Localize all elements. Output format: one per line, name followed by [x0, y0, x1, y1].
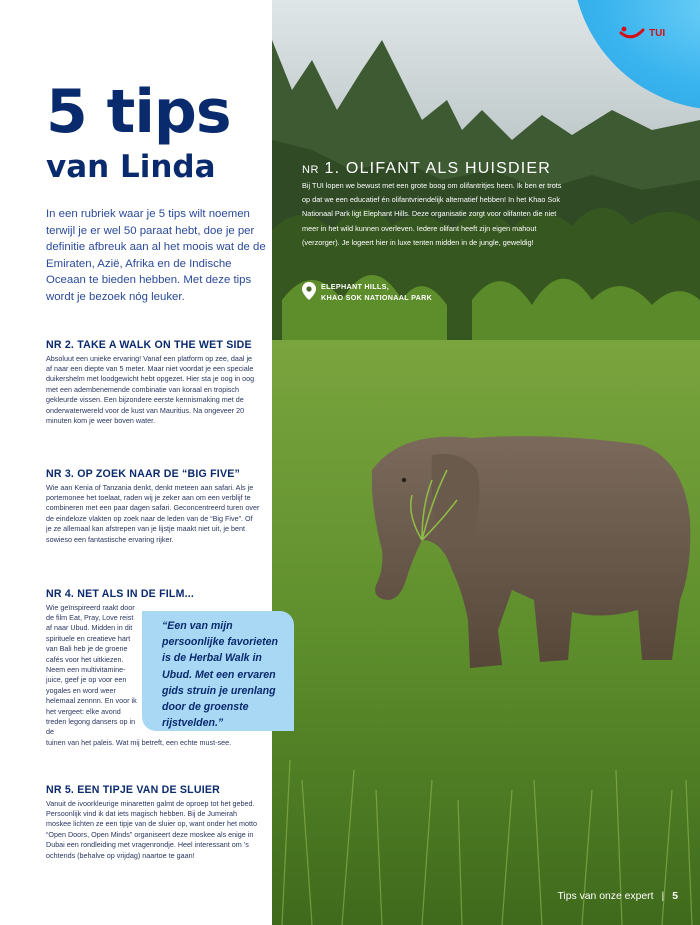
tip-4-body: Wie geïnspireerd raakt door de film Eat, Pray, Love reist af naar Ubud. Midden in dit spirituele en creatieve hart van Bali heb je de groene cafés voor het uitkiezen. Neem een multivitamine-juice, geef je op voor een yogales en word weer helemaal zennnn. En voor ik het vergeet: elke avond treden legong dansers op in de: [46, 602, 137, 737]
tip-1-nr: NR: [302, 164, 319, 176]
tui-brand-name: TUI: [649, 27, 666, 39]
location-line-1: ELEPHANT HILLS,: [321, 282, 389, 291]
location-line-2: KHAO SOK NATIONAAL PARK: [321, 292, 433, 302]
tip-5-heading: NR 5. EEN TIPJE VAN DE SLUIER: [46, 784, 220, 796]
footer-separator: |: [661, 891, 665, 902]
tip-2-heading: NR 2. TAKE A WALK ON THE WET SIDE: [46, 339, 252, 351]
map-pin-icon: [302, 282, 316, 300]
tip-4-heading: NR 4. NET ALS IN DE FILM...: [46, 588, 195, 600]
jungle-scene-illustration: [272, 0, 700, 925]
tip-1-body: Bij TUI lopen we bewust met een grote boog om olifantritjes heen. Ik ben er trots op dat we een educatief én olifantvriendelijk alternatief hebben! In het Khao Sok Nationaal Park ligt Elephant Hills. Deze organisatie zorgt voor olifanten die niet meer in het wild kunnen overleven. Iedere olifant heeft zijn eigen mahout (verzorger). Je logeert hier in luxe tenten midden in de jungle, geweldig!: [302, 181, 562, 247]
tip-3: [46, 469, 260, 545]
footer-label: Tips van onze expert: [557, 891, 654, 902]
left-column: [0, 0, 272, 925]
intro-text: In een rubriek waar je 5 tips wilt noemen terwijl je er wel 50 paraat hebt, doe je per definitie afbreuk aan al het moois wat de de Emiraten, Azië, Afrika en de Indische Oceaan te bieden hebben. Met deze tips wordt je bezoek nóg leuker.: [46, 208, 266, 303]
tip-4-body-tail: tuinen van het paleis. Wat mij betreft, een echte must-see.: [46, 737, 232, 747]
tip-1-heading: [302, 160, 551, 178]
tip-3-body: Wie aan Kenia of Tanzania denkt, denkt meteen aan safari. Als je portemonee het toelaat, raden wij je zeker aan om een verblijf te combineren met een paar dagen safari. Geconcentreerd turen over de eindeloze vlakten op zoek naar de leden van de “Big Five”. Of je ze allemaal kan afstrepen van je lijstje maakt niet uit, je bent sowieso een fantastische ervaring rijker.: [46, 482, 260, 544]
tip-2-body: Absoluut een unieke ervaring! Vanaf een platform op zee, daal je af naar een diepte van 5 meter. Maar niet voordat je een speciale duikershelm met loodgewicht hebt opgezet. Hier sta je oog in oog met een adembenemende combinatie van koraal en tropisch gekleurde vissen. Een bijzondere eerste kennismaking met de onderwaterwereld voor de kust van Mauritius. Na ongeveer 20 minuten kom je weer boven water.: [46, 353, 255, 425]
tui-smile-icon: [618, 24, 646, 42]
tip-3-heading: NR 3. OP ZOEK NAAR DE “BIG FIVE”: [46, 468, 240, 480]
page-subtitle: van Linda: [46, 149, 216, 185]
tip-5-body: Vanuit de ivoorkleurige minaretten galmt de oproep tot het gebed. Persoonlijk vind ik dat iets magisch hebben. Bij de Jumeirah moskee lichten ze een tipje van de sluier op, want onder het motto “Open Doors, Open Minds” organiseert deze moskee als enige in Dubai een rondleiding met vragenrondje. Heel interessant om ’s ochtends (behalve op vrijdag) naartoe te gaan!: [46, 798, 257, 860]
tip-2: [46, 340, 260, 426]
location-tag: [302, 282, 432, 303]
tip-5: [46, 785, 260, 861]
page-footer: [557, 891, 678, 902]
page-number: 5: [672, 891, 678, 902]
location-text: [321, 282, 432, 303]
quote-box: “Een van mijn persoonlijke favorieten is de Herbal Walk in Ubud. Met een ervaren gids struin je urenlang door de groenste rijstvelden.”: [142, 611, 294, 731]
page-title: 5 tips: [46, 77, 231, 147]
tip-1-title: 1. OLIFANT ALS HUISDIER: [324, 160, 552, 177]
tui-logo: [618, 24, 665, 42]
elephant-photo: [272, 0, 700, 925]
